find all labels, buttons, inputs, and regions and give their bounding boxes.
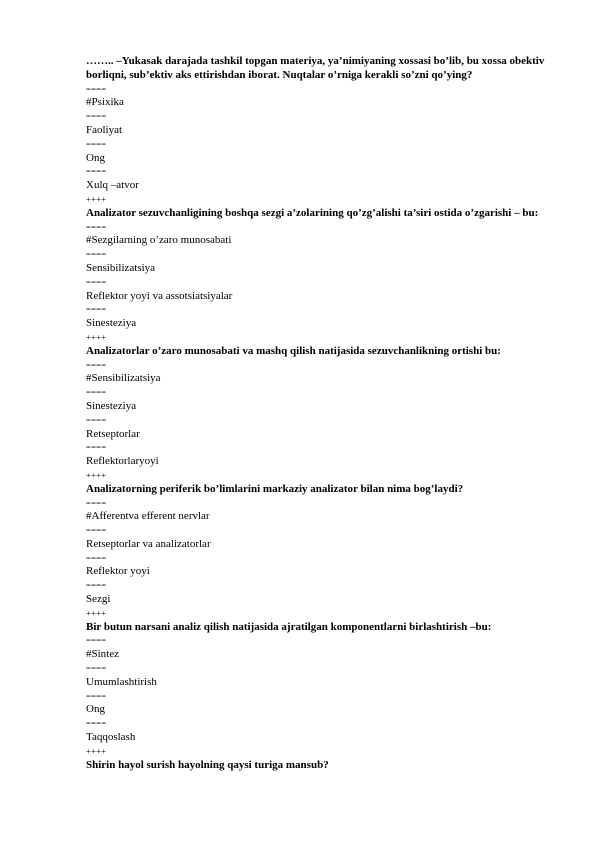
separator-marker: ==== [86, 83, 107, 94]
separator-marker: ==== [86, 359, 107, 370]
separator-marker: ==== [86, 249, 107, 260]
separator-marker: ==== [86, 304, 107, 315]
answer-option: #Sintez [86, 648, 119, 661]
answer-option: Ong [86, 151, 105, 164]
separator-marker: ==== [86, 497, 107, 508]
question-text: Analizator sezuvchanligining boshqa sezgi a’zolarining qo’zg’alishi ta’siri ostida o’zgarishi – bu: [86, 206, 539, 219]
separator-marker: ==== [86, 138, 107, 149]
answer-option: Sezgi [86, 593, 111, 606]
separator-marker: ==== [86, 414, 107, 425]
question-text: Bir butun narsani analiz qilish natijasida ajratilgan komponentlarni birlashtirish –bu: [86, 620, 492, 633]
separator-marker: ==== [86, 221, 107, 232]
question-text: Analizatorlar o’zaro munosabati va mashq qilish natijasida sezuvchanlikning ortishi bu: [86, 344, 501, 357]
answer-option: Sinesteziya [86, 399, 137, 412]
separator-marker: ++++ [86, 469, 107, 480]
answer-option: #Sezgilarning o’zaro munosabati [86, 234, 232, 247]
separator-marker: ==== [86, 635, 107, 646]
separator-marker: ==== [86, 442, 107, 453]
answer-option: Reflektor yoyi va assotsiatsiyalar [86, 289, 233, 302]
question-text: Analizatorning periferik bo’limlarini markaziy analizator bilan nima bog’laydi? [86, 482, 464, 495]
separator-marker: ==== [86, 525, 107, 536]
separator-marker: ==== [86, 690, 107, 701]
separator-marker: ==== [86, 166, 107, 177]
answer-option: Reflektorlaryoyi [86, 455, 159, 468]
answer-option: Sinesteziya [86, 317, 137, 330]
answer-option: Reflektor yoyi [86, 565, 150, 578]
separator-marker: ==== [86, 580, 107, 591]
answer-option: Retseptorlar [86, 427, 140, 440]
answer-option: Faoliyat [86, 123, 123, 136]
separator-marker: ==== [86, 276, 107, 287]
separator-marker: ==== [86, 387, 107, 398]
answer-option: #Psixika [86, 96, 124, 109]
answer-option: Retseptorlar va analizatorlar [86, 537, 211, 550]
question-text: Shirin hayol surish hayolning qaysi turiga mansub? [86, 758, 329, 771]
answer-option: Sensibilizatsiya [86, 261, 156, 274]
answer-option: Ong [86, 703, 105, 716]
answer-option: Umumlashtirish [86, 675, 157, 688]
separator-marker: ==== [86, 718, 107, 729]
separator-marker: ++++ [86, 331, 107, 342]
separator-marker: ++++ [86, 745, 107, 756]
separator-marker: ==== [86, 111, 107, 122]
separator-marker: ++++ [86, 193, 107, 204]
separator-marker: ==== [86, 552, 107, 563]
answer-option: #Sensibilizatsiya [86, 372, 161, 385]
separator-marker: ++++ [86, 607, 107, 618]
answer-option: #Afferentva efferent nervlar [86, 510, 210, 523]
answer-option: Taqqoslash [86, 731, 136, 744]
question-text: …….. –Yukasak darajada tashkil topgan materiya, ya’nimiyaning xossasi bo’lib, bu xossa obektiv borliqni, sub’ektiv aks ettirishdan iborat. Nuqtalar o’rniga kerakli so’zni qo’ying? [86, 55, 545, 81]
separator-marker: ==== [86, 663, 107, 674]
document-page [86, 55, 556, 772]
answer-option: Xulq –atvor [86, 179, 139, 192]
